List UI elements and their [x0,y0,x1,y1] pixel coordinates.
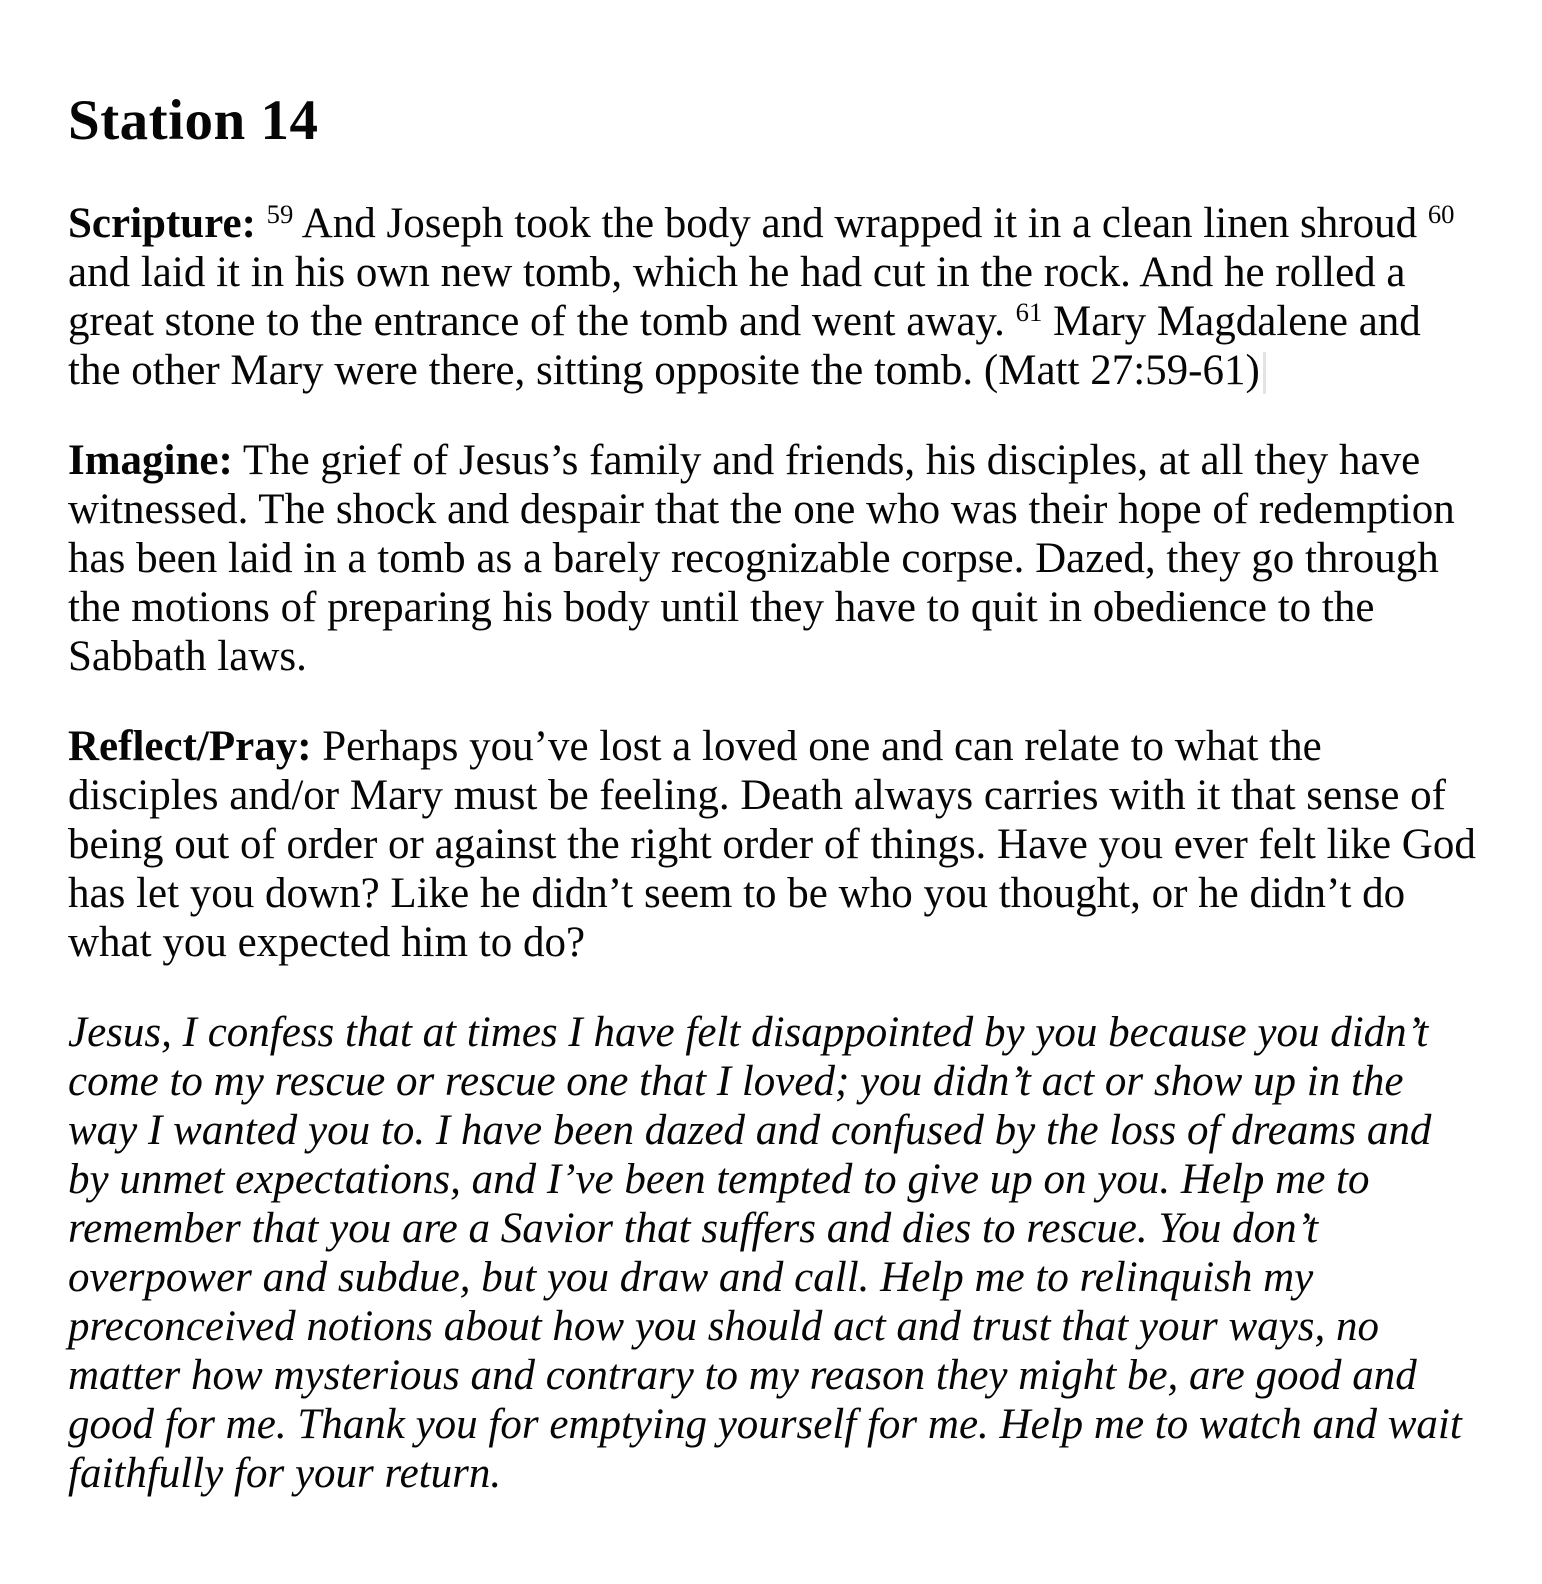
reflect-pray-text: Perhaps you’ve lost a loved one and can relate to what the disciples and/or Mary must be feeling. Death always carries with it that sense of being out of order or against the right order of things. Have you ever felt like God has let you down? Like he didn’t seem to be who you thought, or he didn’t do what you expected him to do? [68,722,1476,966]
verse-number-59: 59 [266,198,294,229]
reflect-pray-label: Reflect/Pray: [68,722,312,770]
prayer-text: Jesus, I confess that at times I have felt disappointed by you because you didn’t come to my rescue or rescue one that I loved; you didn’t act or show up in the way I wanted you to. I have been dazed and confused by the loss of dreams and by unmet expectations, and I’ve been tempted to give up on you. Help me to remember that you are a Savior that suffers and dies to rescue. You don’t overpower and subdue, but you draw and call. Help me to relinquish my preconceived notions about how you should act and trust that your ways, no matter how mysterious and contrary to my reason they might be, are good and good for me. Thank you for emptying yourself for me. Help me to watch and wait faithfully for your return. [68,1008,1462,1497]
prayer-paragraph [68,1008,1480,1498]
imagine-label: Imagine: [68,436,233,484]
page-title: Station 14 [68,89,319,152]
scripture-paragraph [68,199,1480,395]
scripture-label: Scripture: [68,199,256,247]
text-cursor [1263,352,1266,394]
reflect-pray-paragraph [68,722,1480,967]
imagine-text: The grief of Jesus’s family and friends, his disciples, at all they have witnessed. The shock and despair that the one who was their hope of redemption has been laid in a tomb as a barely recognizable corpse. Dazed, they go through the motions of preparing his body until they have to quit in obedience to the Sabbath laws. [68,436,1455,680]
verse-number-60: 60 [1427,198,1455,229]
imagine-paragraph [68,436,1480,681]
scripture-verse-59-text: And Joseph took the body and wrapped it in a clean linen shroud [301,199,1418,247]
verse-number-61: 61 [1015,296,1043,327]
scripture-verse-60-text: and laid it in his own new tomb, which he had cut in the rock. And he rolled a great stone to the entrance of the tomb and went away. [68,248,1406,345]
scripture-verse-61-text: Mary Magdalene and the other Mary were there, sitting opposite the tomb. (Matt 27:59-61) [68,297,1421,394]
